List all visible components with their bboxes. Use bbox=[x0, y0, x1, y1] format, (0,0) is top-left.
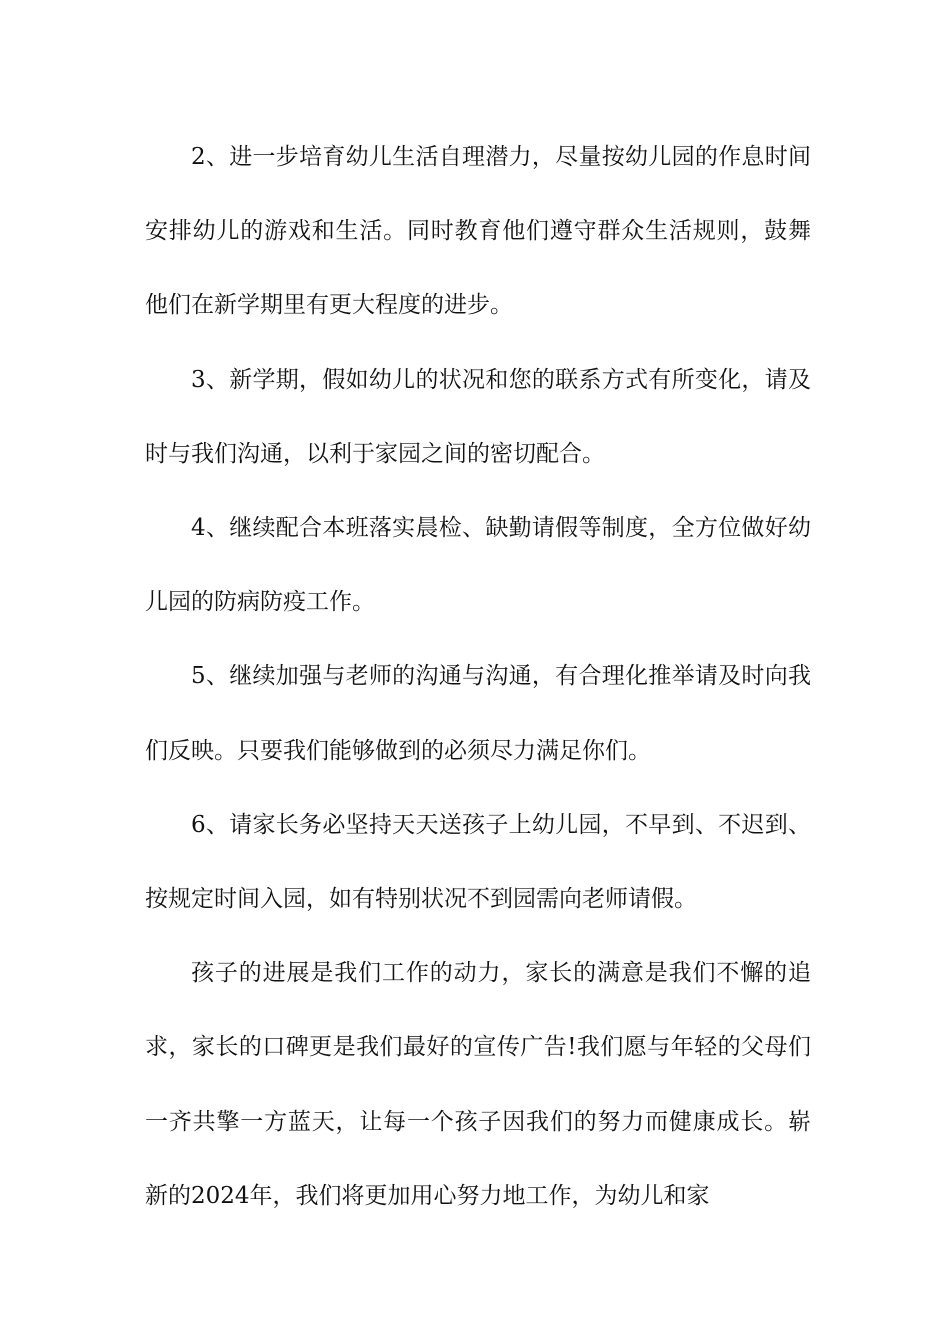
paragraph-item-3: 3、新学期，假如幼儿的状况和您的联系方式有所变化，请及时与我们沟通，以利于家园之间的密切配合。 bbox=[145, 366, 811, 467]
paragraph-item-2: 2、进一步培育幼儿生活自理潜力，尽量按幼儿园的作息时间安排幼儿的游戏和生活。同时教育他们遵守群众生活规则，鼓舞他们在新学期里有更大程度的进步。 bbox=[145, 144, 811, 319]
paragraph-item-6: 6、请家长务必坚持天天送孩子上幼儿园，不早到、不迟到、按规定时间入园，如有特别状况不到园需向老师请假。 bbox=[145, 811, 811, 913]
paragraph-closing: 孩子的进展是我们工作的动力，家长的满意是我们不懈的追求，家长的口碑更是我们最好的宣传广告!我们愿与年轻的父母们一齐共擎一方蓝天，让每一个孩子因我们的努力而健康成长。崭新的2024年，我们将更加用心努力地工作，为幼儿和家 bbox=[145, 960, 811, 1209]
paragraph-item-4: 4、继续配合本班落实晨检、缺勤请假等制度，全方位做好幼儿园的防病防疫工作。 bbox=[145, 515, 811, 616]
paragraph-item-5: 5、继续加强与老师的沟通与沟通，有合理化推举请及时向我们反映。只要我们能够做到的必须尽力满足你们。 bbox=[145, 663, 811, 764]
document-body bbox=[145, 120, 811, 1233]
